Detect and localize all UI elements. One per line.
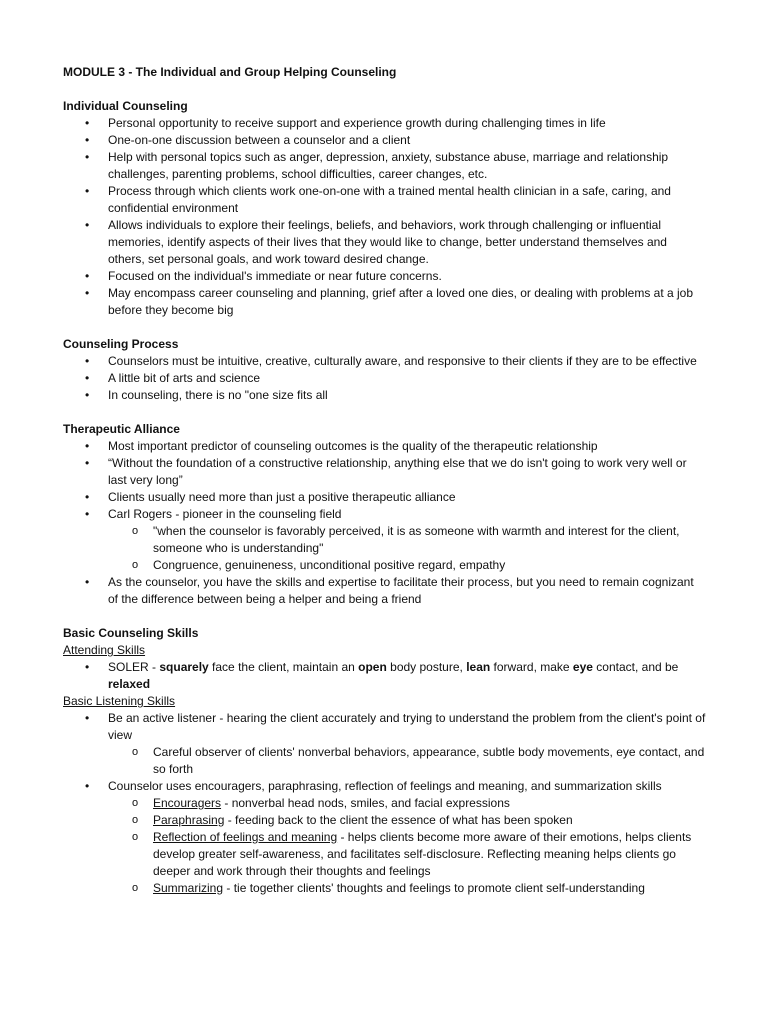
soler-lean: lean [466, 660, 491, 674]
therapeutic-alliance-list [63, 438, 706, 608]
list-item: • A little bit of arts and science [63, 370, 706, 387]
heading-individual-counseling: Individual Counseling [63, 99, 188, 113]
definition-paraphrasing: - feeding back to the client the essence of what has been spoken [224, 813, 573, 827]
soler-eye: eye [572, 660, 593, 674]
list-item-soler [63, 659, 706, 693]
soler-text: body posture, [386, 660, 467, 674]
term-paraphrasing: Paraphrasing [153, 813, 225, 827]
sub-list-item: o Careful observer of clients' nonverbal behaviors, appearance, subtle body movements, eye contact, and so forth [63, 744, 706, 778]
list-item: • Personal opportunity to receive support and experience growth during challenging times in life [63, 115, 706, 132]
heading-counseling-process: Counseling Process [63, 337, 179, 351]
sub-list-item: o "when the counselor is favorably perceived, it is as someone with warmth and interest for the client, someone who is understanding" [63, 523, 706, 557]
list-item: • Clients usually need more than just a positive therapeutic alliance [63, 489, 706, 506]
individual-counseling-list [63, 115, 706, 319]
term-encouragers: Encouragers [153, 796, 222, 810]
listening-skills-list [63, 710, 706, 897]
list-item: • As the counselor, you have the skills and expertise to facilitate their process, but you need to remain cognizant of the difference between being a helper and being a friend [63, 574, 706, 608]
list-item: • In counseling, there is no "one size fits all [63, 387, 706, 404]
list-item: • Help with personal topics such as anger, depression, anxiety, substance abuse, marriage and relationship challenges, parenting problems, school difficulties, career changes, etc. [63, 149, 706, 183]
list-item: • Allows individuals to explore their feelings, beliefs, and behaviors, work through challenging or influential memories, identify aspects of their lives that they would like to change, better understand themselves and others, set personal goals, and work toward desired change. [63, 217, 706, 268]
soler-text: forward, make [490, 660, 573, 674]
soler-text: SOLER - [108, 660, 160, 674]
soler-text: contact, and be [592, 660, 679, 674]
term-reflection: Reflection of feelings and meaning [153, 830, 338, 844]
soler-open: open [358, 660, 387, 674]
list-item: • Focused on the individual's immediate or near future concerns. [63, 268, 706, 285]
sub-list-item: o Congruence, genuineness, unconditional positive regard, empathy [63, 557, 706, 574]
subheading-attending-skills: Attending Skills [63, 643, 146, 657]
list-item: • Counselor uses encouragers, paraphrasing, reflection of feelings and meaning, and summarization skills [63, 778, 706, 795]
list-item: • One-on-one discussion between a counselor and a client [63, 132, 706, 149]
definition-summarizing: - tie together clients' thoughts and feelings to promote client self-understanding [223, 881, 645, 895]
sub-list-item-encouragers [63, 795, 706, 812]
list-item: • Counselors must be intuitive, creative, culturally aware, and responsive to their clients if they are to be effective [63, 353, 706, 370]
document-title: MODULE 3 - The Individual and Group Helping Counseling [63, 65, 397, 79]
sub-list-item-reflection [63, 829, 706, 880]
soler-relaxed: relaxed [108, 677, 151, 691]
list-item: • May encompass career counseling and planning, grief after a loved one dies, or dealing with problems at a job before they become big [63, 285, 706, 319]
attending-skills-list [63, 659, 706, 693]
counseling-process-list [63, 353, 706, 404]
list-item: • Process through which clients work one-on-one with a trained mental health clinician in a safe, caring, and confidential environment [63, 183, 706, 217]
list-item: • Most important predictor of counseling outcomes is the quality of the therapeutic relationship [63, 438, 706, 455]
list-item: • Carl Rogers - pioneer in the counseling field [63, 506, 706, 523]
soler-squarely: squarely [159, 660, 209, 674]
heading-basic-counseling-skills: Basic Counseling Skills [63, 626, 199, 640]
soler-text: face the client, maintain an [208, 660, 359, 674]
list-item: • Be an active listener - hearing the client accurately and trying to understand the problem from the client's point of view [63, 710, 706, 744]
list-item: • “Without the foundation of a constructive relationship, anything else that we do isn't going to work very well or last very long” [63, 455, 706, 489]
sub-list-item-paraphrasing [63, 812, 706, 829]
sub-list-item-summarizing [63, 880, 706, 897]
definition-reflection: - helps clients become more aware of their emotions, helps clients develop greater self-awareness, and facilitates self-disclosure. Reflecting meaning helps clients go deeper and work through their thoughts and feelings [153, 830, 692, 878]
definition-encouragers: - nonverbal head nods, smiles, and facial expressions [221, 796, 510, 810]
term-summarizing: Summarizing [153, 881, 224, 895]
subheading-basic-listening-skills: Basic Listening Skills [63, 694, 176, 708]
heading-therapeutic-alliance: Therapeutic Alliance [63, 422, 180, 436]
